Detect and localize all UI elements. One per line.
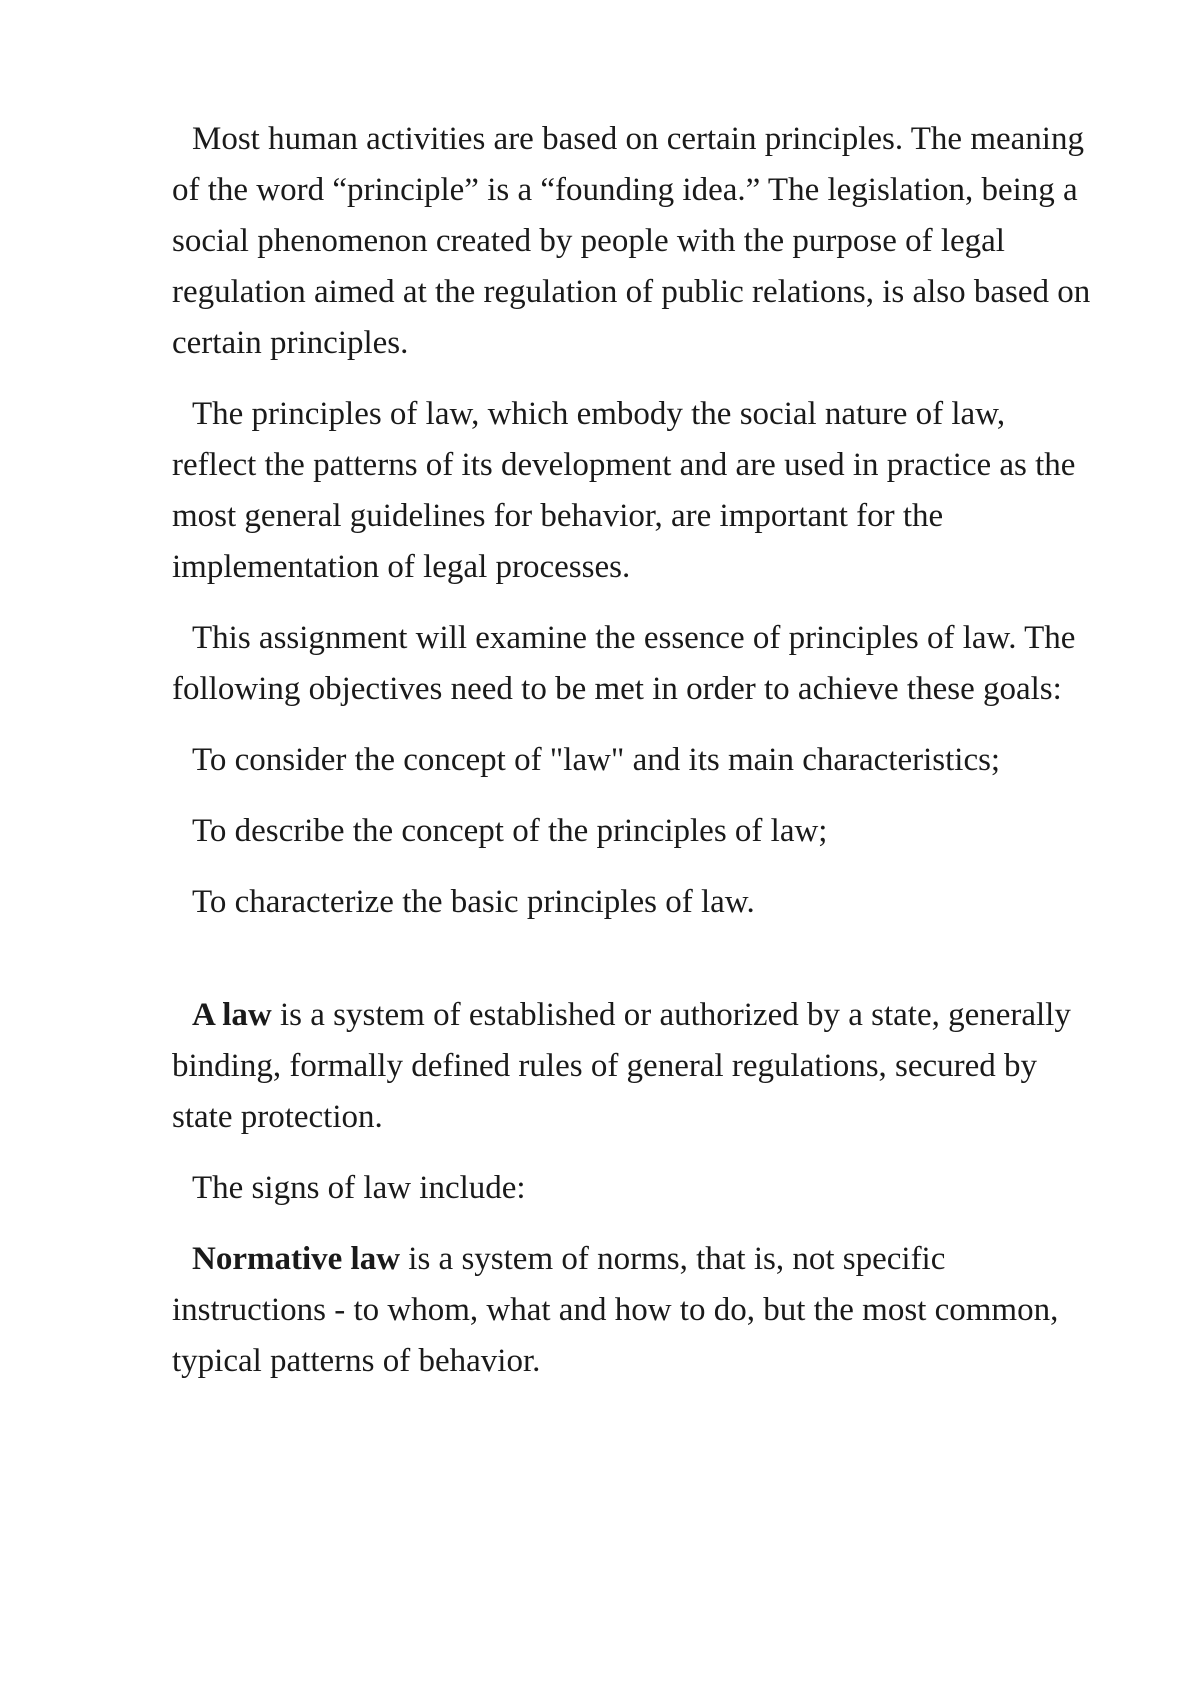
objective-item: To describe the concept of the principles of law; bbox=[192, 813, 828, 849]
normative-definition-paragraph bbox=[172, 1234, 1092, 1387]
assignment-paragraph: This assignment will examine the essence of principles of law. The following objectives need to be met in order to achieve these goals: bbox=[172, 620, 1076, 707]
normative-definition-text: is a system of norms, that is, not specific instructions - to whom, what and how to do, but the most common, typical patterns of behavior. bbox=[172, 1241, 1059, 1379]
objective-item: To consider the concept of "law" and its main characteristics; bbox=[192, 742, 1001, 778]
principles-paragraph: The principles of law, which embody the social nature of law, reflect the patterns of its development and are used in practice as the most general guidelines for behavior, are important for the implementation of legal processes. bbox=[172, 396, 1076, 585]
signs-intro-paragraph: The signs of law include: bbox=[192, 1170, 526, 1206]
law-definition-text: is a system of established or authorized by a state, generally binding, formally defined rules of general regulations, secured by state protection. bbox=[172, 997, 1071, 1135]
document-body bbox=[172, 114, 1092, 1407]
law-definition-paragraph bbox=[172, 990, 1092, 1143]
normative-law-term: Normative law bbox=[192, 1241, 401, 1277]
law-term: A law bbox=[192, 997, 272, 1033]
objective-item: To characterize the basic principles of law. bbox=[192, 884, 755, 920]
section-spacer bbox=[172, 948, 1092, 990]
intro-paragraph: Most human activities are based on certain principles. The meaning of the word “principle” is a “founding idea.” The legislation, being a social phenomenon created by people with the purpose of legal regulation aimed at the regulation of public relations, is also based on certain principles. bbox=[172, 121, 1091, 361]
